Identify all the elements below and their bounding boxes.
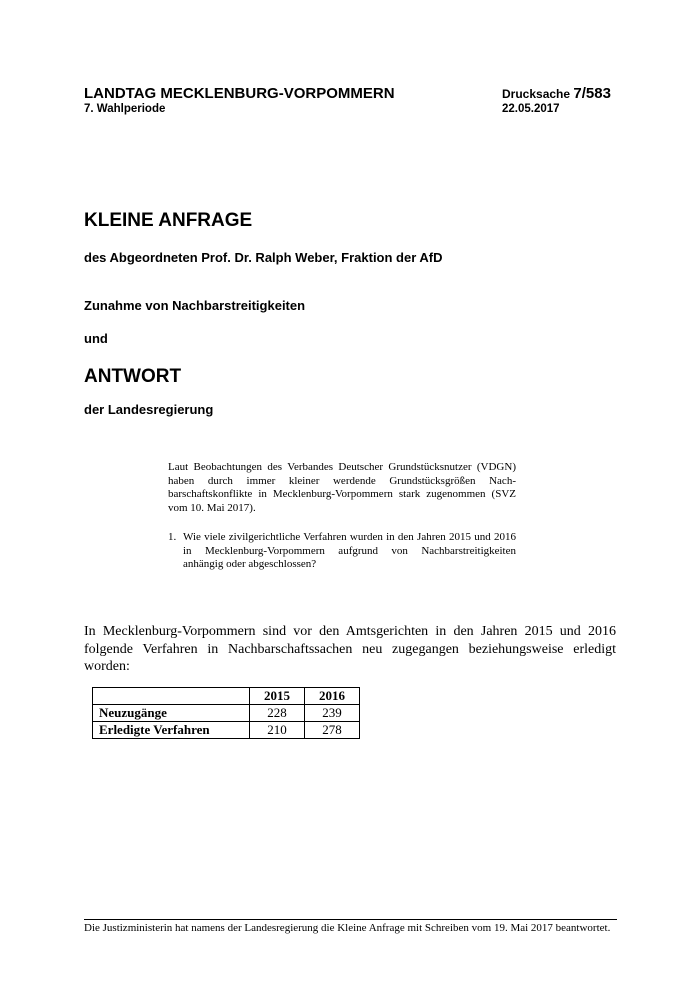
subject-line: Zunahme von Nachbarstreitigkeiten — [84, 298, 306, 313]
table-cell: 239 — [305, 705, 360, 722]
question-number: 1. — [168, 531, 177, 543]
document-date: 22.05.2017 — [502, 103, 560, 115]
question-1 — [168, 531, 516, 572]
document-type-title: KLEINE ANFRAGE — [84, 210, 253, 231]
table-cell: 278 — [305, 722, 360, 739]
government-line: der Landesregierung — [84, 402, 214, 417]
footnote-divider — [84, 919, 617, 920]
table-cell: 228 — [250, 705, 305, 722]
table-row — [93, 722, 360, 739]
table-header-cell: 2016 — [305, 688, 360, 705]
question-text: Wie viele zivilgerichtliche Verfahren wurden in den Jahren 2015 und 2016 in Mecklenburg-Vorpommern aufgrund von Nachbarstreitigkeiten anhängig oder abgeschlossen? — [183, 531, 516, 570]
legislative-period: 7. Wahlperiode — [84, 103, 166, 115]
table-header-row — [93, 688, 360, 705]
answer-title: ANTWORT — [84, 366, 182, 387]
table-header-cell — [93, 688, 250, 705]
proceedings-table — [92, 687, 360, 739]
table-row-label: Neuzugänge — [93, 705, 250, 722]
answer-paragraph: In Mecklenburg-Vorpommern sind vor den Amtsgerichten in den Jahren 2015 und 2016 folgende Verfahren in Nachbarschaftssachen neu zugegangen beziehungsweise erledigt worden: — [84, 624, 616, 674]
table-cell: 210 — [250, 722, 305, 739]
table-row — [93, 705, 360, 722]
drucksache-label-text: Drucksache — [502, 87, 574, 101]
conjunction-und: und — [84, 331, 108, 346]
footnote: Die Justizministerin hat namens der Landesregierung die Kleine Anfrage mit Schreiben vom 19. Mai 2017 beantwortet. — [84, 922, 611, 934]
author-line: des Abgeordneten Prof. Dr. Ralph Weber, Fraktion der AfD — [84, 250, 443, 265]
drucksache-number: 7/583 — [573, 85, 611, 102]
table-header-cell: 2015 — [250, 688, 305, 705]
parliament-name: LANDTAG MECKLENBURG-VORPOMMERN — [84, 85, 395, 102]
drucksache-label — [502, 85, 611, 102]
question-preamble: Laut Beobachtungen des Verbandes Deutscher Grundstücksnutzer (VDGN) haben durch immer kleiner werdende Grundstücksgrößen Nachbarschaftskonflikte in Mecklenburg-Vorpommern stark zugenommen (SVZ vom 10. Mai 2017). — [168, 461, 516, 514]
table-row-label: Erledigte Verfahren — [93, 722, 250, 739]
